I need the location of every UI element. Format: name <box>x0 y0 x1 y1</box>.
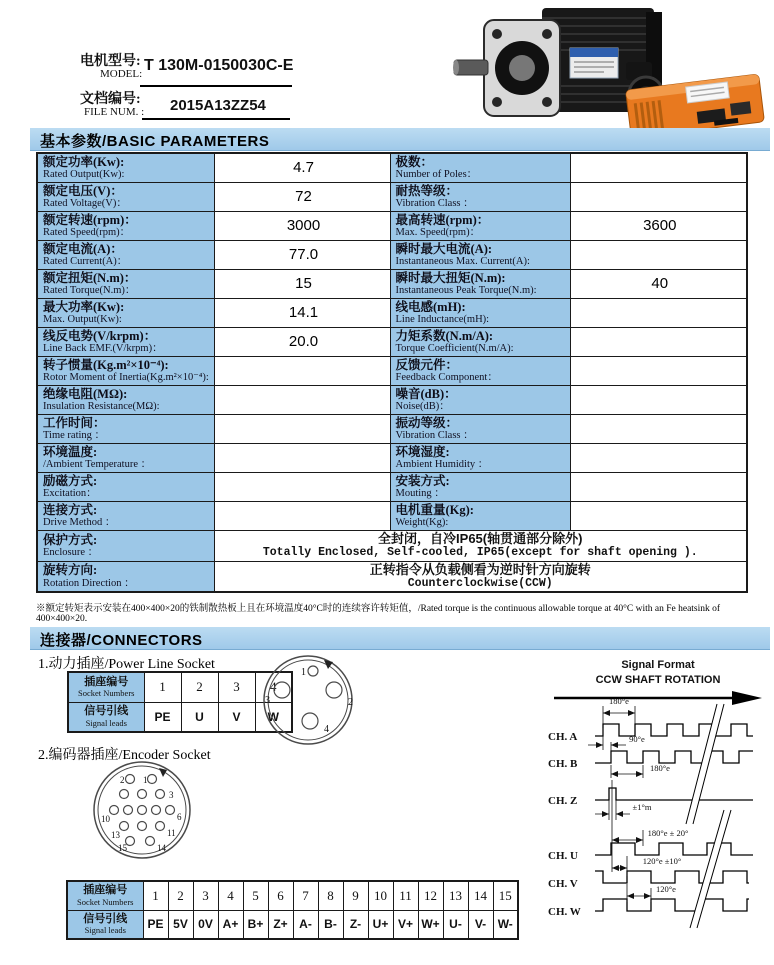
pin-label: 11 <box>167 828 176 838</box>
socket-numbers-label: 插座编号 Socket Numbers <box>68 672 144 702</box>
param-value: 4.7 <box>214 153 390 182</box>
annotation-v-phase: 120°e ±10° <box>642 856 682 866</box>
param-label: 最大功率(Kw): Max. Output(Kw): <box>37 298 214 327</box>
pin-label: 2 <box>120 775 125 785</box>
file-label-cn: 文档编号: <box>80 92 141 107</box>
param-label: 绝缘电阻(MΩ): Insulation Resistance(MΩ): <box>37 385 214 414</box>
rated-torque-footnote: ※额定转矩表示安装在400×400×20的铁制散热板上且在环境温度40°C时的连续容许转矩值，/Rated torque is the continuous allowable torque at 40°C with an Fe heatsink of 400×400×20. <box>36 604 721 624</box>
param-label: 环境温度: /Ambient Temperature ： <box>37 443 214 472</box>
waveform-ch-w <box>595 899 749 911</box>
param-value <box>570 240 747 269</box>
pin-label: 4 <box>324 724 329 735</box>
basic-parameters-header <box>30 128 770 151</box>
param-value <box>570 385 747 414</box>
power-socket-diagram <box>252 652 364 748</box>
param-value <box>570 501 747 530</box>
table-row <box>37 472 747 501</box>
pin-number: 9 <box>343 881 368 910</box>
basic-parameters-table <box>36 152 748 593</box>
table-row <box>37 443 747 472</box>
param-value: 3000 <box>214 211 390 240</box>
waveform-ch-v <box>595 871 749 883</box>
param-value: 全封闭，自冷IP65(轴贯通部分除外) Totally Enclosed, Self-cooled, IP65(except for shaft opening ). <box>214 530 747 561</box>
table-row <box>37 327 747 356</box>
waveform-ch-u <box>595 843 753 855</box>
param-label: 最高转速(rpm)： Max. Speed(rpm)： <box>390 211 570 240</box>
pin-number: 8 <box>318 881 343 910</box>
param-label: 极数： Number of Poles： <box>390 153 570 182</box>
model-label-cn: 电机型号: <box>80 54 141 69</box>
connectors-title: 连接器/CONNECTORS <box>40 632 203 649</box>
pin-label: 3 <box>169 790 174 800</box>
pin-number: 4 <box>218 881 243 910</box>
socket-numbers-label: 插座编号 Socket Numbers <box>67 881 143 910</box>
channel-label: CH. V <box>548 878 578 890</box>
param-label: 线反电势(V/krpm)： Line Back EMF.(V/krpm)： <box>37 327 214 356</box>
param-value <box>570 414 747 443</box>
table-row-rotation <box>37 561 747 592</box>
param-value <box>570 153 747 182</box>
table-row <box>67 910 518 939</box>
param-label: 工作时间： Time rating ： <box>37 414 214 443</box>
annotation-w-phase: 120°e <box>656 884 676 894</box>
pin-signal: Z+ <box>268 910 293 939</box>
param-label: 反馈元件： Feedback Component： <box>390 356 570 385</box>
pin-signal: Z- <box>343 910 368 939</box>
channel-label: CH. W <box>548 906 581 918</box>
param-value <box>570 472 747 501</box>
pin-number: 11 <box>393 881 418 910</box>
pin-number: 3 <box>218 672 255 702</box>
param-value <box>570 182 747 211</box>
annotation-u-width: 180°e ± 20° <box>647 828 689 838</box>
table-row <box>37 269 747 298</box>
annotation-z-width: ±1°m <box>632 802 652 812</box>
pin-signal: U+ <box>368 910 393 939</box>
param-label: 保护方式: Enclosure ： <box>37 530 214 561</box>
pin-number: 7 <box>293 881 318 910</box>
file-value: 2015A13ZZ54 <box>170 97 266 114</box>
param-label: 额定功率(Kw): Rated Output(Kw): <box>37 153 214 182</box>
pin-signal: A- <box>293 910 318 939</box>
param-value <box>214 501 390 530</box>
param-value: 77.0 <box>214 240 390 269</box>
param-label: 力矩系数(N.m/A): Torque Coefficient(N.m/A): <box>390 327 570 356</box>
pin-signal: PE <box>143 910 168 939</box>
pin-signal: U- <box>443 910 468 939</box>
table-row <box>67 881 518 910</box>
param-value <box>570 356 747 385</box>
param-value <box>570 443 747 472</box>
pin-signal: W+ <box>418 910 443 939</box>
param-label: 耐热等级： Vibration Class ： <box>390 182 570 211</box>
table-row <box>37 356 747 385</box>
signal-format-title: Signal Format <box>621 659 695 671</box>
pin-number: 3 <box>193 881 218 910</box>
param-label: 噪音(dB)： Noise(dB)： <box>390 385 570 414</box>
pin-signal: B- <box>318 910 343 939</box>
param-label: 旋转方向: Rotation Direction ： <box>37 561 214 592</box>
signal-leads-label: 信号引线 Signal leads <box>67 910 143 939</box>
param-label: 瞬时最大扭矩(N.m): Instantaneous Peak Torque(N.m): <box>390 269 570 298</box>
encoder-socket-diagram <box>86 758 198 862</box>
pin-signal: 0V <box>193 910 218 939</box>
channel-label: CH. U <box>548 850 578 862</box>
param-value: 15 <box>214 269 390 298</box>
param-value <box>214 385 390 414</box>
waveform-break-marks <box>686 704 731 928</box>
pin-label: 2 <box>348 697 353 708</box>
param-label: 振动等级： Vibration Class ： <box>390 414 570 443</box>
pin-signal: V- <box>468 910 493 939</box>
pin-number: 14 <box>468 881 493 910</box>
param-label: 连接方式: Drive Method ： <box>37 501 214 530</box>
table-row <box>37 153 747 182</box>
pin-signal: A+ <box>218 910 243 939</box>
rotation-arrow-icon <box>554 691 762 705</box>
param-label: 额定扭矩(N.m)： Rated Torque(N.m)： <box>37 269 214 298</box>
pin-label: 15 <box>118 843 127 853</box>
annotation-a-period: 180°e <box>609 696 629 706</box>
pin-number: 13 <box>443 881 468 910</box>
table-row <box>37 211 747 240</box>
waveform-ch-a <box>595 724 753 736</box>
table-row <box>37 182 747 211</box>
encoder-socket-table <box>66 880 519 940</box>
signal-format-diagram <box>540 650 774 942</box>
ccw-rotation-title: CCW SHAFT ROTATION <box>595 674 721 686</box>
channel-label: CH. Z <box>548 795 578 807</box>
pin-label: 13 <box>111 830 120 840</box>
pin-number: 10 <box>368 881 393 910</box>
pin-label: 14 <box>157 843 166 853</box>
channel-label: CH. A <box>548 731 578 743</box>
waveform-ch-b <box>595 751 753 763</box>
pin-signal: W- <box>493 910 518 939</box>
annotation-b-phase: 90°e <box>629 734 645 744</box>
product-photo <box>450 2 772 128</box>
param-value: 3600 <box>570 211 747 240</box>
signal-leads-label: 信号引线 Signal leads <box>68 702 144 732</box>
param-value: 14.1 <box>214 298 390 327</box>
pin-signal: V <box>218 702 255 732</box>
pin-number: 5 <box>243 881 268 910</box>
table-row <box>37 298 747 327</box>
pin-number: 6 <box>268 881 293 910</box>
param-value <box>214 414 390 443</box>
param-value: 20.0 <box>214 327 390 356</box>
pin-number: 1 <box>143 881 168 910</box>
file-underline <box>142 118 290 120</box>
param-label: 安装方式: Mouting ： <box>390 472 570 501</box>
table-row <box>37 414 747 443</box>
table-row <box>37 240 747 269</box>
param-label: 额定电压(V)： Rated Voltage(V)： <box>37 182 214 211</box>
pin-label: 3 <box>265 695 270 706</box>
pin-label: 10 <box>101 814 110 824</box>
pin-label: 6 <box>177 812 182 822</box>
file-label-en: FILE NUM. : <box>84 106 145 118</box>
pin-signal: 5V <box>168 910 193 939</box>
table-row <box>37 501 747 530</box>
pin-signal: V+ <box>393 910 418 939</box>
channel-label: CH. B <box>548 758 578 770</box>
pin-signal: B+ <box>243 910 268 939</box>
waveform-ch-z <box>595 788 753 800</box>
param-label: 转子惯量(Kg.m²×10⁻⁴): Rotor Moment of Inertia(Kg.m²×10⁻⁴): <box>37 356 214 385</box>
param-label: 额定转速(rpm)： Rated Speed(rpm)： <box>37 211 214 240</box>
param-value: 72 <box>214 182 390 211</box>
param-value <box>570 327 747 356</box>
annotation-b-period: 180°e <box>650 763 670 773</box>
pin-signal: U <box>181 702 218 732</box>
param-value <box>214 472 390 501</box>
pin-number: 12 <box>418 881 443 910</box>
param-value <box>214 443 390 472</box>
model-value: T 130M-0150030C-E <box>144 57 294 74</box>
pin-signal: W <box>255 702 292 732</box>
model-underline <box>140 85 292 87</box>
param-value <box>214 356 390 385</box>
pin-number: 2 <box>168 881 193 910</box>
model-label-en: MODEL: <box>100 68 143 80</box>
power-socket-heading: 1.动力插座/Power Line Socket <box>38 657 215 672</box>
param-value: 40 <box>570 269 747 298</box>
connectors-header <box>30 627 770 650</box>
param-label: 额定电流(A)： Rated Current(A)： <box>37 240 214 269</box>
table-row-enclosure <box>37 530 747 561</box>
encoder-socket-heading: 2.编码器插座/Encoder Socket <box>38 748 211 763</box>
basic-parameters-title: 基本参数/BASIC PARAMETERS <box>40 133 270 150</box>
pin-number: 2 <box>181 672 218 702</box>
pin-label: 1 <box>143 775 148 785</box>
pin-number: 1 <box>144 672 181 702</box>
pin-number: 15 <box>493 881 518 910</box>
param-value <box>570 298 747 327</box>
param-label: 励磁方式: Excitation： <box>37 472 214 501</box>
pin-number: 4 <box>255 672 292 702</box>
param-label: 线电感(mH): Line Inductance(mH): <box>390 298 570 327</box>
param-label: 瞬时最大电流(A): Instantaneous Max. Current(A): <box>390 240 570 269</box>
param-label: 电机重量(Kg): Weight(Kg): <box>390 501 570 530</box>
param-label: 环境湿度: Ambient Humidity ： <box>390 443 570 472</box>
pin-label: 1 <box>301 667 306 678</box>
table-row <box>37 385 747 414</box>
param-value: 正转指令从负载侧看为逆时针方向旋转 Counterclockwise(CCW) <box>214 561 747 592</box>
pin-signal: PE <box>144 702 181 732</box>
